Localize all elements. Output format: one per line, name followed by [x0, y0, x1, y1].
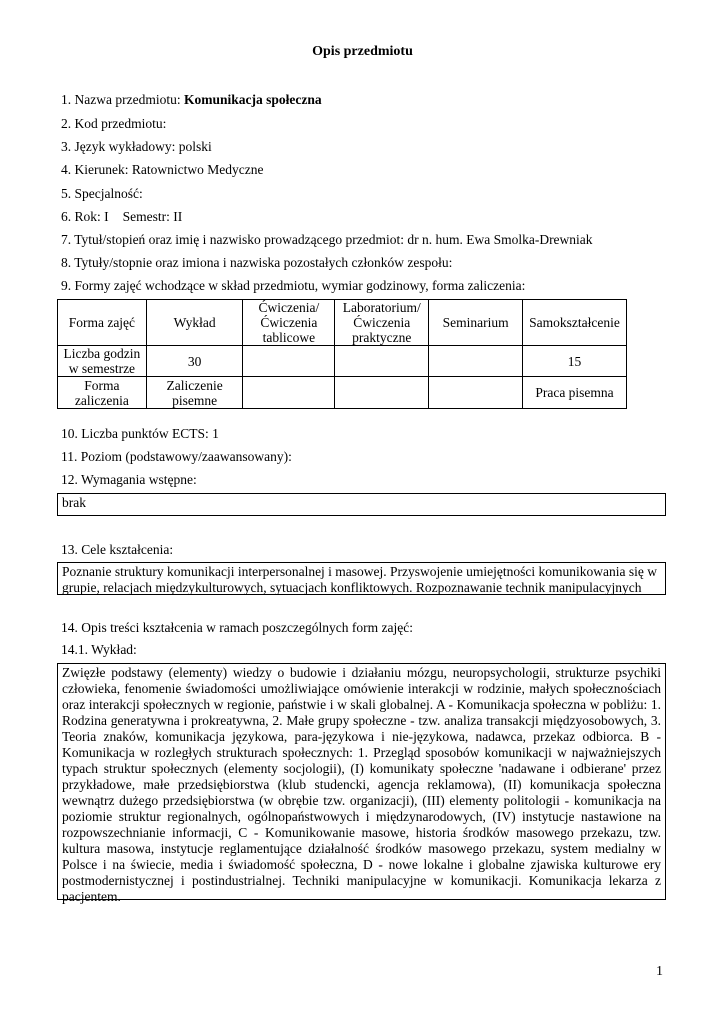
- cell-hours-seminarium: [429, 346, 523, 377]
- item-team-members: 8. Tytuły/stopnie oraz imiona i nazwiska pozostałych członków zespołu:: [61, 255, 453, 270]
- header-cwiczenia: Ćwiczenia/ Ćwiczenia tablicowe: [243, 300, 335, 346]
- item-objectives: 13. Cele kształcenia:: [61, 542, 174, 557]
- item-specialty: 5. Specjalność:: [61, 186, 143, 201]
- class-forms-table: [57, 299, 627, 409]
- course-name-value: Komunikacja społeczna: [183, 92, 322, 107]
- item-prerequisites: 12. Wymagania wstępne:: [61, 472, 197, 487]
- semester-value: Semestr: II: [122, 209, 183, 224]
- item-ects: 10. Liczba punktów ECTS: 1: [61, 426, 219, 441]
- cell-hours-lab: [335, 346, 429, 377]
- objectives-box: Poznanie struktury komunikacji interpersonalnej i masowej. Przyswojenie umiejętności komunikowania się w grupie, relacjach międzykulturowych, sytuacjach konfliktowych. Rozpoznawanie technik manipulacyjnych: [57, 562, 666, 595]
- table-header-row: [58, 300, 627, 346]
- year-value: 6. Rok: I: [61, 209, 109, 224]
- prerequisites-box: brak: [57, 493, 666, 516]
- item-lecturer: 7. Tytuł/stopień oraz imię i nazwisko prowadzącego przedmiot: dr n. hum. Ewa Smolka-Drewniak: [61, 232, 593, 247]
- page-number: 1: [656, 964, 663, 979]
- cell-assessment-lab: [335, 377, 429, 409]
- item-class-forms: 9. Formy zajęć wchodzące w skład przedmiotu, wymiar godzinowy, forma zaliczenia:: [61, 278, 526, 293]
- row-label-hours: Liczba godzin w semestrze: [58, 346, 147, 377]
- item-lecture-heading: 14.1. Wykład:: [61, 642, 137, 657]
- header-samoksztalcenie: Samokształcenie: [523, 300, 627, 346]
- lecture-content-box: Zwięzłe podstawy (elementy) wiedzy o budowie i działaniu mózgu, neuropsychologii, strukturze psychiki człowieka, fenomenie świadomości umożliwiające omówienie interakcji w rodzinie, małych społecznościach oraz interakcji społecznych w regionie, państwie i w skali globalnej. A - Komunikacja społeczna w pobliżu: 1. Rodzina generatywna i prokreatywna, 2. Małe grupy społeczne - tzw. analiza transakcji międzyosobowych, 3. Teoria znaków, komunikacja językowa, para-językowa i nie-językowa, nadawca, przekaz odbiorca. B - Komunikacja w rozległych strukturach społecznych: 1. Przegląd sposobów komunikacji w najważniejszych typach struktur społecznych (elementy socjologii), (I) komunikaty społeczne 'nadawane i odbierane' przez przykładowe, małe przedsiębiorstwa (klub studencki, agencja reklamowa), (II) komunikacja społeczna wewnątrz dużego przedsiębiorstwa (w obrębie tzw. organizacji), (III) elementy politologii - komunikacja na poziomie struktur regionalnych, ogólnopaństwowych i międzynarodowych, (IV) instytucje nastawione na rozpowszechnianie informacji, C - Komunikowanie masowe, historia środków masowego przekazu, tzw. kultura masowa, instytucje reglamentujące działalność środków masowego przekazu, system medialny w Polsce i na świecie, media i świadomość społeczna, D - nowe lokalne i globalne zjawiska kulturowe ery postmodernistycznej i postindustrialnej. Techniki manipulacyjne w komunikacji. Komunikacja lekarza z pacjentem.: [57, 663, 666, 900]
- table-row: [58, 346, 627, 377]
- item-field: 4. Kierunek: Ratownictwo Medyczne: [61, 162, 264, 177]
- cell-assessment-wyklad: Zaliczenie pisemne: [146, 377, 243, 409]
- item-course-name: [61, 92, 322, 108]
- header-forma: Forma zajęć: [58, 300, 147, 346]
- row-label-assessment: Forma zaliczenia: [58, 377, 147, 409]
- cell-hours-wyklad: 30: [146, 346, 243, 377]
- item-level: 11. Poziom (podstawowy/zaawansowany):: [61, 449, 292, 464]
- item-course-code: 2. Kod przedmiotu:: [61, 116, 167, 131]
- cell-assessment-samoksztalcenie: Praca pisemna: [523, 377, 627, 409]
- cell-hours-cwiczenia: [243, 346, 335, 377]
- header-laboratorium: Laboratorium/ Ćwiczenia praktyczne: [335, 300, 429, 346]
- page-title: Opis przedmiotu: [312, 44, 413, 59]
- item-course-name-label: 1. Nazwa przedmiotu:: [61, 92, 184, 107]
- cell-assessment-seminarium: [429, 377, 523, 409]
- cell-assessment-cwiczenia: [243, 377, 335, 409]
- header-wyklad: Wykład: [146, 300, 243, 346]
- item-content-description: 14. Opis treści kształcenia w ramach poszczególnych form zajęć:: [61, 620, 413, 635]
- header-seminarium: Seminarium: [429, 300, 523, 346]
- item-year-semester: [61, 209, 182, 225]
- table-row: [58, 377, 627, 409]
- item-language: 3. Język wykładowy: polski: [61, 139, 212, 154]
- cell-hours-samoksztalcenie: 15: [523, 346, 627, 377]
